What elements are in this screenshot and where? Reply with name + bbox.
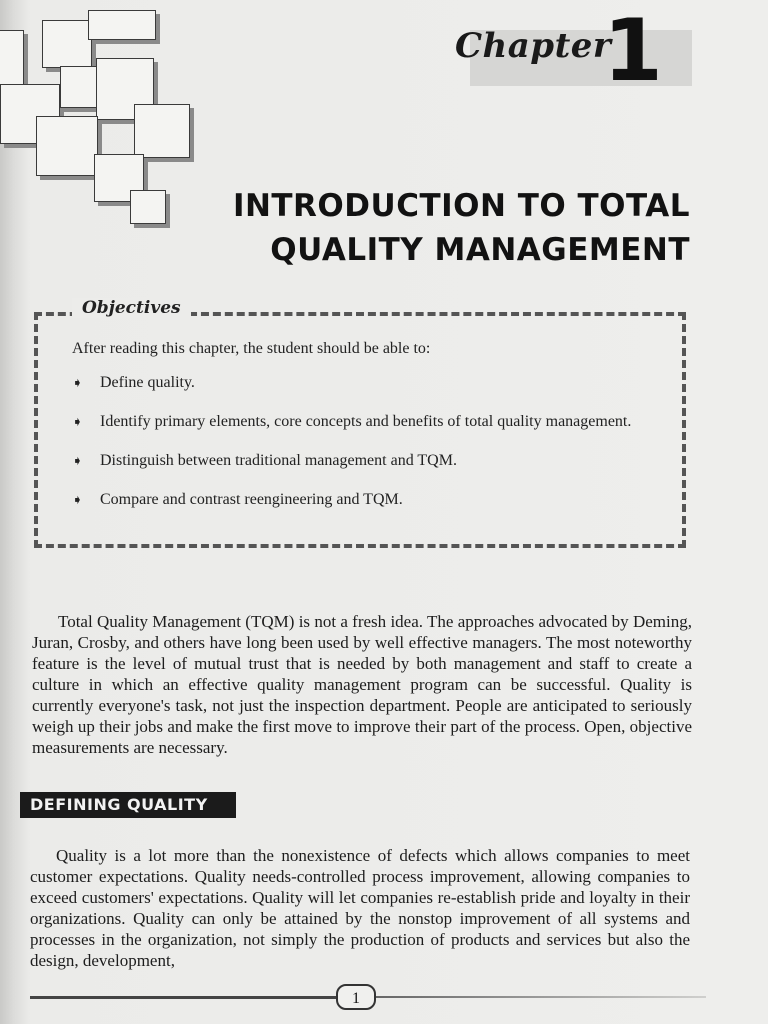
objective-text: Compare and contrast reengineering and TQM. — [100, 491, 403, 508]
list-item — [72, 411, 662, 433]
footer-rule-right — [376, 996, 706, 998]
objectives-list — [72, 372, 662, 528]
objective-text: Identify primary elements, core concepts and benefits of total quality management. — [100, 413, 632, 430]
page-number: 1 — [336, 984, 376, 1010]
arrow-bullet-icon: ➧ — [72, 414, 83, 429]
chapter-number: 1 — [603, 1, 663, 101]
decorative-square — [36, 116, 98, 176]
objective-text: Define quality. — [100, 374, 195, 391]
page-title — [170, 184, 690, 272]
decorative-square — [130, 190, 166, 224]
title-line-2: QUALITY MANAGEMENT — [270, 232, 690, 268]
objectives-intro: After reading this chapter, the student should be able to: — [72, 340, 431, 357]
intro-paragraph: Total Quality Management (TQM) is not a fresh idea. The approaches advocated by Deming, Juran, Crosby, and others have long been used by well effective managers. The most noteworthy feature is the level of mutual trust that is needed by both management and staff to create a culture in which an effective quality management program can be successful. Quality is currently everyone's task, not just the inspection department. People are anticipated to seriously weigh up their jobs and make the first move to improve their part of the process. Open, objective measurements are necessary. — [32, 612, 692, 757]
decorative-square — [60, 66, 98, 108]
objectives-label: Objectives — [72, 298, 191, 318]
decorative-square — [42, 20, 92, 68]
chapter-label: Chapter — [455, 26, 612, 66]
objective-text: Distinguish between traditional management and TQM. — [100, 452, 457, 469]
list-item — [72, 372, 662, 394]
section-heading: DEFINING QUALITY — [20, 792, 236, 818]
arrow-bullet-icon: ➧ — [72, 492, 83, 507]
title-line-1: INTRODUCTION TO TOTAL — [232, 188, 690, 224]
arrow-bullet-icon: ➧ — [72, 375, 83, 390]
decorative-square — [134, 104, 190, 158]
section-paragraph: Quality is a lot more than the nonexistence of defects which allows companies to meet customer expectations. Quality needs-controlled process improvement, allowing companies to exceed customers' expectations. Quality will let companies re-establish pride and loyalty in their organizations. Quality can only be attained by the nonstop improvement of all systems and processes in the organization, not simply the production of products and services but also the design, development, — [30, 846, 690, 970]
arrow-bullet-icon: ➧ — [72, 453, 83, 468]
list-item — [72, 489, 662, 511]
list-item — [72, 450, 662, 472]
footer-rule-left — [30, 996, 340, 999]
decorative-square — [88, 10, 156, 40]
